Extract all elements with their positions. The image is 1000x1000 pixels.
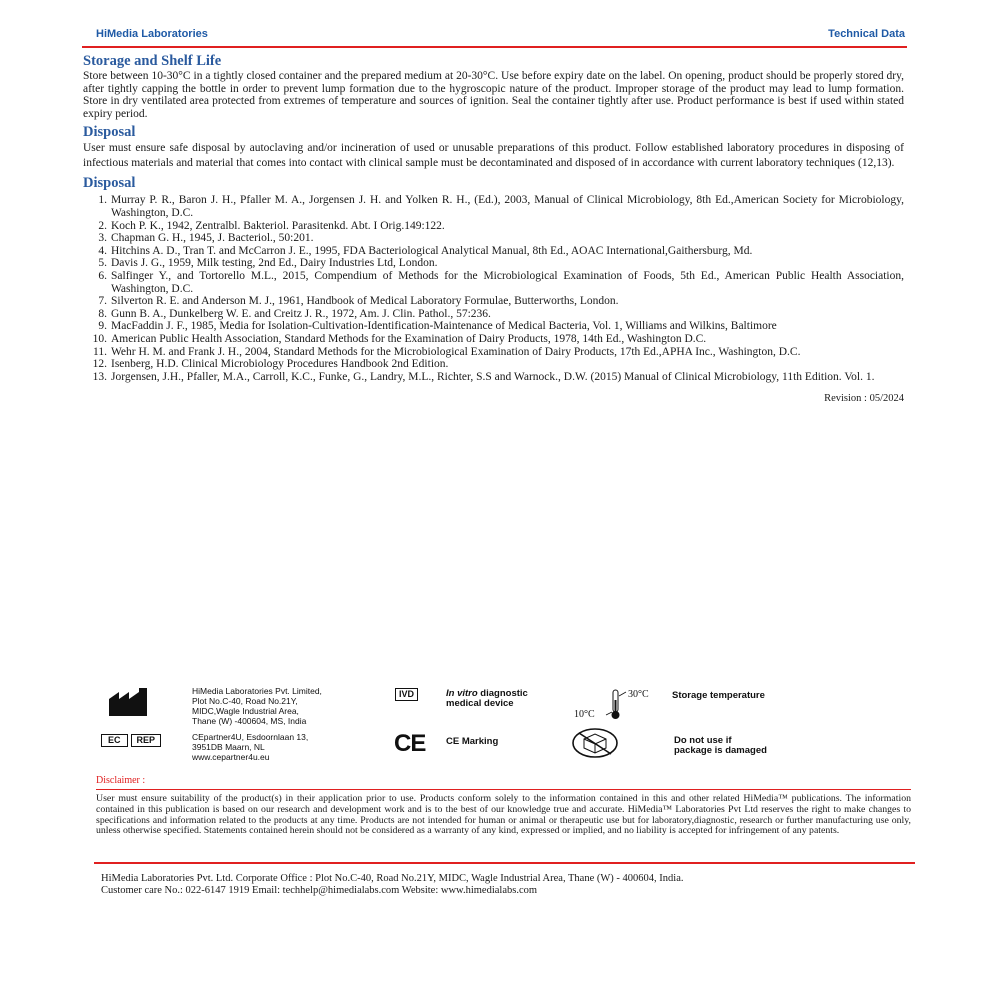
reference-number: 13. [92,370,107,383]
disposal-title: Disposal [83,124,136,141]
footer-divider [94,862,915,864]
reference-item [83,295,904,308]
reference-number: 12. [92,358,107,371]
reference-number: 10. [92,332,107,345]
ec-representative-address: CEpartner4U, Esdoornlaan 13, 3951DB Maarn, NL www.cepartner4u.eu [192,732,309,762]
main-content [83,52,904,404]
reference-list [83,194,904,383]
storage-text: Store between 10-30°C in a tightly closed container and the prepared medium at 20-30°C. Use before expiry date on the label. On opening, product should be properly stored dry, after tightly capping the bottle in order to prevent lump formation due to the hygroscopic nature of the product. Improper storage of the product may lead to lump formation. Store in dry ventilated area protected from extremes of temperature and sources of ignition. Seal the container tightly after use. Product performance is best if used within stated expiry period. [83,70,904,120]
reference-text: Jorgensen, J.H., Pfaller, M.A., Carroll, K.C., Funke, G., Landry, M.L., Richter, S.S and Warnock., D.W. (2015) Manual of Clinical Microbiology, 11th Edition. Vol. 1. [111,370,875,383]
ce-marking-label: CE Marking [446,736,499,747]
reference-item [83,220,904,233]
reference-text: American Public Health Association, Standard Methods for the Examination of Dairy Products, 1978, 14th Ed., Washington D.C. [111,332,707,345]
reference-number: 1. [98,194,107,207]
reference-text: Koch P. K., 1942, Zentralbl. Bakteriol. Parasitenkd. Abt. I Orig.149:122. [111,219,445,232]
manufacturer-address: HiMedia Laboratories Pvt. Limited, Plot No.C-40, Road No.21Y, MIDC,Wagle Industrial Area, Thane (W) -400604, MS, India [192,686,322,726]
reference-item [83,308,904,321]
reference-item [83,371,904,384]
header-company: HiMedia Laboratories [96,28,208,40]
reference-text: Isenberg, H.D. Clinical Microbiology Procedures Handbook 2nd Edition. [111,358,449,371]
ivd-symbol: IVD [395,688,418,701]
storage-temperature-label: Storage temperature [672,690,765,701]
damaged-package-label: Do not use if package is damaged [674,735,767,756]
reference-number: 6. [98,269,107,282]
reference-number: 11. [93,345,107,358]
reference-text: MacFaddin J. F., 1985, Media for Isolation-Cultivation-Identification-Maintenance of Medical Bacteria, Vol. 1, Williams and Wilkins, Baltimore [111,320,777,333]
reference-item [83,270,904,295]
storage-title: Storage and Shelf Life [83,53,222,69]
reference-text: Silverton R. E. and Anderson M. J., 1961, Handbook of Medical Laboratory Formulae, Butterworths, London. [111,295,619,308]
footer-address: HiMedia Laboratories Pvt. Ltd. Corporate Office : Plot No.C-40, Road No.21Y, MIDC, Wagle Industrial Area, Thane (W) - 400604, India. [101,873,684,884]
reference-number: 4. [98,244,107,257]
reference-item [83,358,904,371]
reference-text: Hitchins A. D., Tran T. and McCarron J. E., 1995, FDA Bacteriological Analytical Manual, 8th Ed., AOAC International,Gaithersburg, Md. [111,244,753,257]
header-doc-type: Technical Data [828,28,905,40]
reference-text: Davis J. G., 1959, Milk testing, 2nd Ed., Dairy Industries Ltd, London. [111,257,438,270]
reference-text: Salfinger Y., and Tortorello M.L., 2015, Compendium of Methods for the Microbiological Examination of Foods, 5th Ed., American Public Health Association, Washington, D.C. [111,269,904,295]
reference-item [83,257,904,270]
disclaimer-text: User must ensure suitability of the product(s) in their application prior to use. Products conform solely to the information contained in this and other related HiMedia™ publications. The information contained in this publication is based on our research and development work and is to the best of our knowledge true and accurate. HiMedia™ Laboratories Pvt Ltd reserves the right to make changes to specifications and information related to the products at any time. Products are not intended for human or animal or therapeutic use but for laboratory,diagnostic, research or further manufacturing use only, unless otherwise specified. Statements contained herein should not be considered as a warranty of any kind, expressed or implied, and no liability is accepted for infringement of any patents. [96,793,911,837]
reference-item [83,194,904,219]
references-title: Disposal [83,175,136,192]
reference-text: Chapman G. H., 1945, J. Bacteriol., 50:201. [111,232,314,245]
factory-icon [107,687,153,719]
ivd-label: In vitro diagnostic medical device [446,688,528,709]
temp-high: 30°C [628,689,649,700]
reference-item [83,346,904,359]
ce-mark-icon: CE [394,730,426,757]
disclaimer-title: Disclaimer : [96,775,146,786]
reference-number: 9. [98,320,107,333]
storage-temperature-symbol [572,688,662,722]
reference-number: 8. [98,307,107,320]
reference-item [83,232,904,245]
header-divider [82,46,907,48]
revision-label: Revision : 05/2024 [824,393,904,405]
footer [101,873,683,896]
disposal-text: User must ensure safe disposal by autoclaving and/or incineration of used or unusable preparations of this product. Follow established laboratory procedures in disposing of infectious materials and material that comes into contact with clinical sample must be decontaminated and disposed of in accordance with current laboratory techniques (12,13). [83,142,904,170]
reference-text: Murray P. R., Baron J. H., Pfaller M. A., Jorgensen J. H. and Yolken R. H., (Ed.), 2003, Manual of Clinical Microbiology, 8th Ed.,American Society for Microbiology, Washington, D.C. [111,194,904,219]
temp-low: 10°C [574,709,595,720]
reference-item [83,245,904,258]
reference-number: 3. [98,232,107,245]
disclaimer-divider [96,789,911,790]
reference-text: Gunn B. A., Dunkelberg W. E. and Creitz J. R., 1972, Am. J. Clin. Pathol., 57:236. [111,307,491,320]
reference-item [83,320,904,333]
reference-item [83,333,904,346]
footer-contact: Customer care No.: 022-6147 1919 Email: techhelp@himedialabs.com Website: www.himedialabs.com [101,884,538,896]
reference-number: 5. [98,257,107,270]
reference-number: 2. [98,219,107,232]
reference-number: 7. [98,295,107,308]
reference-text: Wehr H. M. and Frank J. H., 2004, Standard Methods for the Microbiological Examination of Dairy Products, 17th Ed.,APHA Inc., Washington, D.C. [111,345,801,358]
ec-rep-symbol: EC REP [101,734,161,747]
do-not-use-if-damaged-icon [570,727,620,761]
